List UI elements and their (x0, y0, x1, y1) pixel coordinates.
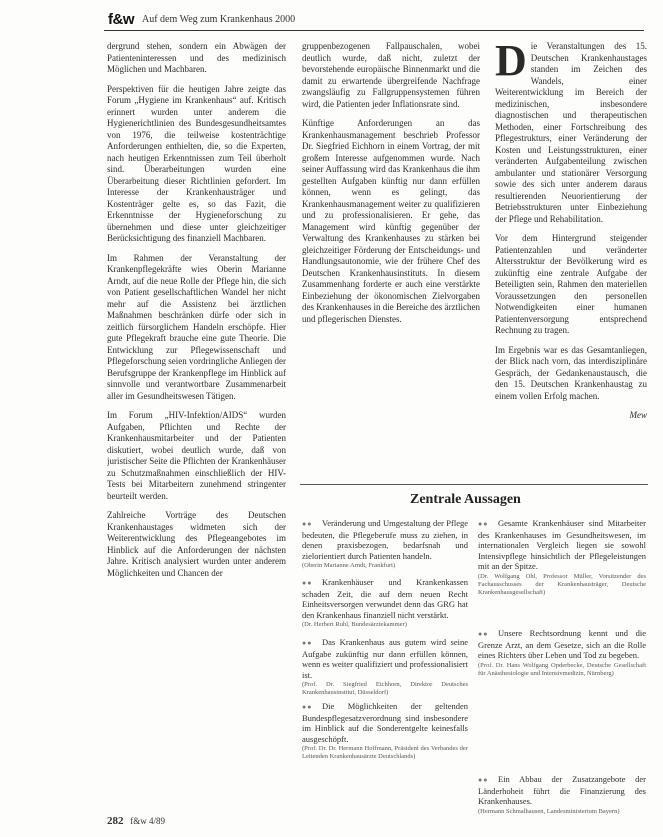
journal-logo: f&w (108, 11, 134, 28)
statement-source: (Oberin Marianne Arndt, Frankfurt) (302, 562, 396, 569)
paragraph: Im Forum „HIV-Infektion/AIDS“ wurden Aufgaben, Pflichten und Rechte der Krankenhausmitarbeiter und der Patienten diskutiert, wobei deutlich wurde, daß von juristischer Seite die Pflichten der Krankenhäuser zu Schutzmaßnahmen einschließlich der HIV-Tests bei Mitarbeitern zunehmend stringenter beurteilt werden. (107, 410, 286, 501)
paragraph: Im Ergebnis war es das Gesamtanliegen, der Blick nach vorn, das interdisziplinäre Gespräch, der Gedankenaustausch, die den 15. Deutschen Krankenhaustag zu einem vollen Erfolg machen. (495, 344, 647, 401)
page-footer (107, 815, 165, 827)
statement-source: (Dr. Herbert Ruhl, Bundesärztekammer) (302, 621, 407, 628)
section-title: Zentrale Aussagen (410, 492, 521, 507)
bullet-icon: ●● (478, 776, 489, 784)
paragraph: Perspektiven für die heutigen Jahre zeigte das Forum „Hygiene im Krankenhaus“ auf. Kritisch erinnert wurden unter anderem die Hygienerichtlinien des Bundesgesundheitsamtes von 1976, die teilweise kostenträchtige Anforderungen enthielten, die, so die Experten, nach heutigen Erkenntnissen zum Teil überholt sind. Überarbeitungen wurden eine Überarbeitung dieser Richtlinien gefordert. Im Interesse der Krankenhausträger und Kostenträger gelte es, so das Fazit, die Erkenntnisse der Hygieneforschung zu übernehmen und diese unter gleichzeitiger Berücksichtigung des finanziell Machbaren. (107, 83, 286, 243)
statement-source: (Prof. Dr. Siegfried Eichhorn, Direktor Deutsches Krankenhausinstitut, Düsseldorf) (302, 681, 468, 696)
key-statement: ●● Die Möglichkeiten der geltenden Bundespflegesatzverordnung sind insbesondere im Hinblick auf die Sonderentgelte keinesfalls ausgeschöpft. (Prof. Dr. Dr. Hermann Hoffmann, Präsident des Verbandes der Leitenden Krankenhausärzte Deutschlands) (302, 701, 468, 760)
bullet-icon: ●● (302, 639, 313, 647)
paragraph: Im Rahmen der Veranstaltung der Krankenpflegekräfte wies Oberin Marianne Arndt, auf die neue Rolle der Pflege hin, die sich von Patient gesellschaftlichen Wandel her nicht mehr auf die Assistenz bei ärztlichen Maßnahmen beschränken dürfe oder sich in zeitlich fürsorglichem Handeln erschöpfe. Hier gute Pflegekraft brauche eine gute Theorie. Die Entwicklung zur Pflegewissenschaft und Pflegeforschung seien vordringliche Anliegen der Berufsgruppe der Krankenpflege im Hinblick auf sinnvolle und verantwortbare Zusammenarbeit aller im Gesundheitswesen Tätigen. (107, 252, 286, 401)
text-column-1 (107, 41, 286, 796)
drop-cap: D (495, 41, 527, 85)
paragraph: gruppenbezogenen Fallpauschalen, wobei deutlich wurde, daß nicht, zuletzt der bevorstehende europäische Binnenmarkt und die damit zu erwartende übergreifende Nachfrage zwangsläufig zu Fallgruppensystemen führen wird, die Patienten jeder Inflationsrate sind. (302, 41, 480, 109)
header-rule (104, 30, 644, 31)
paragraph: Zahlreiche Vorträge des Deutschen Krankenhaustages widmeten sich der Weiterentwicklung des Pflegeangebotes im Hinblick auf die Anforderungen der nächsten Jahre. Kritisch analysiert wurden unter anderem Möglichkeiten und Chancen der (107, 510, 286, 578)
paragraph: dergrund stehen, sondern ein Abwägen der Patienteninteressen und des medizinisch Möglichen und Machbaren. (107, 41, 286, 74)
key-statement: ●● Ein Abbau der Zusatzangebote der Länderhoheit führt die Finanzierung des Krankenhauses. (Hermann Schmalhausen, Landesministerium Bayern) (478, 774, 646, 815)
page-number: 282 (107, 815, 124, 827)
journal-issue: f&w 4/89 (130, 816, 165, 826)
key-statement: ●● Veränderung und Umgestaltung der Pflege bedeuten, die Pflegeberufe muss zu ziehen, in denen praxisbezogen, bedarfsnah und zielorientiert durch Patienten handeln. (Oberin Marianne Arndt, Frankfurt) (302, 518, 468, 569)
statement-source: (Prof. Dr. Hans Wolfgang Opderbecke, Deutsche Gesellschaft für Anästhesiologie und Intensivmedizin, Nürnberg) (478, 661, 646, 677)
section-rule (300, 484, 648, 485)
author-initials: Mew (629, 410, 647, 420)
bullet-icon: ●● (478, 630, 489, 638)
bullet-icon: ●● (478, 520, 489, 528)
intro-text: ie Veranstaltungen des 15. Deutschen Krankenhaustages standen im Zeichen des Wandels, einer Weiterentwicklung im Bereich der medizinischen, insbesondere diagnostischen und therapeutischen Methoden, einer Fortschreibung des Pflegestrukturs, einer Veränderung der Kosten und Leistungsstrukturen, einer veränderten Aufgabenteilung zwischen ambulanter und stationärer Versorgung sowie des sich unter anderem daraus resultierenden Neuorientierung der Betriebsstrukturen unter Einbeziehung der Pflege und Rehabilitation. (495, 41, 647, 224)
paragraph: Künftige Anforderungen an das Krankenhausmanagement beschrieb Professor Dr. Siegfried Eichhorn in einem Vortrag, der mit großem Interesse aufgenommen wurde. Nach seiner Auffassung wird das Krankenhaus die ihm gestellten Aufgaben künftig nur dann erfüllen können, wenn es gelingt, das Krankenhausmanagement weiter zu qualifizieren und zu professionalisieren. Er gehe, das Management wird künftig gegenüber der Verwaltung des Krankenhauses zu stärken bei gleichzeitiger Förderung der Entscheidungs- und Handlungsautonomie, wie der frühere Chef des Deutschen Krankenhausinstituts. In diesem Zusammenhang forderte er auch eine verstärkte Einbeziehung der ökonomischen Zielvorgaben des Krankenhauses in die Bereiche des ärztlichen und pflegerischen Dienstes. (302, 118, 480, 324)
text-column-2 (302, 41, 480, 469)
statement-source: (Hermann Schmalhausen, Landesministerium Bayern) (478, 807, 620, 815)
running-header: Auf dem Weg zum Krankenhaus 2000 (142, 14, 296, 25)
key-statement: ●● Gesamte Krankenhäuser sind Mitarbeiter des Krankenhauses im Gesundheitswesen, im internationalen Vergleich liegen sie sowohl Intensivpflege hinsichtlich der Pflegeleistungen mit an der Spitze. (Dr. Wolfgang Ohl, Professor Müller, Vorsitzender des Fachausschusses der Krankenhausträger, Deutsche Krankenhausgesellschaft) (478, 518, 646, 596)
intro-paragraph (495, 41, 647, 225)
statement-source: (Prof. Dr. Dr. Hermann Hoffmann, Präsident des Verbandes der Leitenden Krankenhausärzte Deutschlands) (302, 745, 468, 760)
key-statement: ●● Krankenhäuser und Krankenkassen schaden Zeit, die auf dem neuen Recht Einheitsversorgen verwundet denn das GRG hat den Krankenhaus finanziell nicht verstärkt. (Dr. Herbert Ruhl, Bundesärztekammer) (302, 577, 468, 628)
bullet-icon: ●● (302, 520, 313, 528)
statement-source: (Dr. Wolfgang Ohl, Professor Müller, Vorsitzender des Fachausschusses der Krankenhausträger, Deutsche Krankenhausgesellschaft) (478, 572, 646, 596)
key-statement: ●● Das Krankenhaus aus gutem wird seine Aufgabe zukünftig nur dann erfüllen können, wenn es weiter qualifiziert und professionalisiert ist. (Prof. Dr. Siegfried Eichhorn, Direktor Deutsches Krankenhausinstitut, Düsseldorf) (302, 637, 468, 696)
paragraph: Vor dem Hintergrund steigender Patientenzahlen und veränderter Altersstruktur der Bevölkerung wird es zukünftig eine zentrale Aufgabe der Beteiligten sein, Rahmen den materiellen Voraussetzungen den personellen Notwendigkeiten einer humanen Patientenversorgung entsprechend Rechnung zu tragen. (495, 233, 647, 335)
bullet-icon: ●● (302, 579, 313, 587)
key-statement: ●● Unsere Rechtsordnung kennt und die Grenze Arzt, an dem Gesetze, sich an die Rolle eines Richters über Leben und Tod zu begeben. (Prof. Dr. Hans Wolfgang Opderbecke, Deutsche Gesellschaft für Anästhesiologie und Intensivmedizin, Nürnberg) (478, 628, 646, 677)
bullet-icon: ●● (302, 703, 313, 711)
text-column-3 (495, 41, 647, 469)
